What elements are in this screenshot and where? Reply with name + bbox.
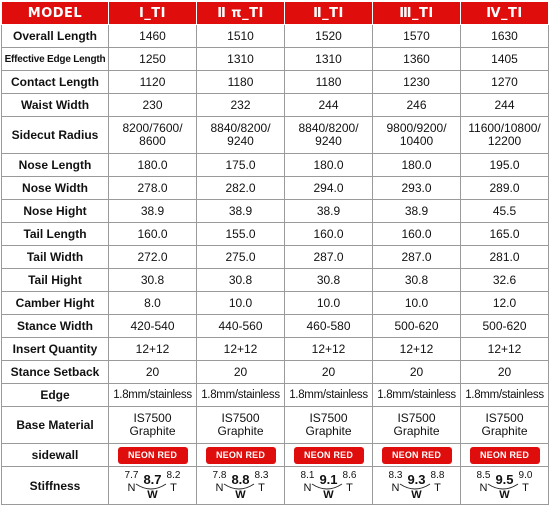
spec-cell: 30.8 [285, 269, 373, 292]
spec-row-nose-hight [2, 200, 549, 223]
spec-cell-line: Graphite [305, 424, 352, 438]
stiffness-gauge [461, 471, 548, 501]
row-label: Nose Hight [2, 200, 109, 223]
header-model-3: Ⅱ_TI [285, 2, 373, 25]
spec-cell: 272.0 [109, 246, 197, 269]
stiffness-value: 8.6 [342, 469, 357, 481]
spec-cell: 12+12 [109, 338, 197, 361]
spec-row-sidewall [2, 444, 549, 467]
spec-cell [461, 444, 549, 467]
spec-cell [285, 407, 373, 444]
spec-cell: 12+12 [285, 338, 373, 361]
spec-cell: 500-620 [461, 315, 549, 338]
spec-cell: 12+12 [461, 338, 549, 361]
spec-cell: 180.0 [285, 154, 373, 177]
spec-row-effective-edge-length [2, 48, 549, 71]
stiffness-letter: W [323, 488, 334, 501]
spec-cell: 1270 [461, 71, 549, 94]
stiffness-value: 8.8 [430, 469, 445, 481]
spec-cell: 195.0 [461, 154, 549, 177]
row-label: Nose Length [2, 154, 109, 177]
spec-cell-line: 8200/7600/ [122, 121, 183, 135]
sidewall-badge: NEON RED [470, 447, 540, 464]
stiffness-cell [461, 467, 549, 505]
spec-cell-line: 8600 [139, 134, 166, 148]
spec-cell: 20 [197, 361, 285, 384]
row-label: Stance Setback [2, 361, 109, 384]
stiffness-w [143, 471, 161, 501]
stiffness-cell [285, 467, 373, 505]
spec-cell-line: Graphite [129, 424, 176, 438]
spec-cell [109, 444, 197, 467]
spec-cell: 1180 [285, 71, 373, 94]
spec-cell: 287.0 [373, 246, 461, 269]
spec-cell: 232 [197, 94, 285, 117]
spec-cell: 38.9 [197, 200, 285, 223]
spec-cell-line: IS7500 [133, 411, 172, 425]
stiffness-w [495, 471, 513, 501]
spec-cell: 20 [373, 361, 461, 384]
spec-cell: 1.8mm/stainless [373, 384, 461, 407]
spec-cell: 246 [373, 94, 461, 117]
row-label: Insert Quantity [2, 338, 109, 361]
stiffness-value: 8.8 [231, 471, 250, 487]
row-label: Nose Width [2, 177, 109, 200]
row-label: sidewall [2, 444, 109, 467]
spec-cell: 180.0 [373, 154, 461, 177]
spec-cell: 1180 [197, 71, 285, 94]
spec-cell: 8.0 [109, 292, 197, 315]
stiffness-value: 8.5 [476, 469, 491, 481]
stiffness-letter: N [391, 481, 400, 494]
spec-cell: 38.9 [109, 200, 197, 223]
spec-cell: 160.0 [109, 223, 197, 246]
spec-cell: 282.0 [197, 177, 285, 200]
stiffness-value: 7.7 [124, 469, 139, 481]
spec-cell: 275.0 [197, 246, 285, 269]
spec-cell: 20 [109, 361, 197, 384]
spec-cell: 165.0 [461, 223, 549, 246]
spec-cell: 32.6 [461, 269, 549, 292]
spec-cell: 180.0 [109, 154, 197, 177]
stiffness-value: 7.8 [212, 469, 227, 481]
spec-cell-line: IS7500 [485, 411, 524, 425]
header-model-2: Ⅱ π_TI [197, 2, 285, 25]
spec-cell: 1.8mm/stainless [109, 384, 197, 407]
spec-cell: 30.8 [373, 269, 461, 292]
spec-cell: 30.8 [109, 269, 197, 292]
sidewall-badge: NEON RED [206, 447, 276, 464]
header-row [2, 2, 549, 25]
spec-row-stance-setback [2, 361, 549, 384]
row-label: Overall Length [2, 25, 109, 48]
spec-cell: 460-580 [285, 315, 373, 338]
spec-cell: 278.0 [109, 177, 197, 200]
stiffness-t [519, 471, 533, 494]
spec-row-tail-width [2, 246, 549, 269]
stiffness-letter: W [499, 488, 510, 501]
stiffness-gauge [197, 471, 284, 501]
spec-cell: 244 [285, 94, 373, 117]
spec-cell: 175.0 [197, 154, 285, 177]
header-model-5: Ⅳ_TI [461, 2, 549, 25]
stiffness-cell [109, 467, 197, 505]
row-label: Edge [2, 384, 109, 407]
spec-cell [109, 117, 197, 154]
stiffness-gauge [285, 471, 372, 501]
stiffness-letter: N [479, 481, 488, 494]
stiffness-letter: T [522, 481, 529, 494]
row-label: Stance Width [2, 315, 109, 338]
spec-row-contact-length [2, 71, 549, 94]
spec-cell-line: 10400 [399, 134, 434, 148]
stiffness-w [231, 471, 249, 501]
spec-cell: 20 [461, 361, 549, 384]
spec-row-insert-quantity [2, 338, 549, 361]
header-model-4: Ⅲ_TI [373, 2, 461, 25]
stiffness-value: 8.2 [166, 469, 181, 481]
spec-cell: 1250 [109, 48, 197, 71]
spec-cell: 1.8mm/stainless [461, 384, 549, 407]
spec-cell: 1.8mm/stainless [197, 384, 285, 407]
stiffness-value: 8.3 [388, 469, 403, 481]
spec-row-edge [2, 384, 549, 407]
row-label: Stiffness [2, 467, 109, 505]
row-label: Camber Hight [2, 292, 109, 315]
stiffness-letter: T [346, 481, 353, 494]
spec-cell: 20 [285, 361, 373, 384]
stiffness-arc-icon [399, 483, 431, 493]
spec-cell [197, 407, 285, 444]
spec-cell: 440-560 [197, 315, 285, 338]
spec-cell-line: 12200 [487, 134, 522, 148]
spec-cell-line: 8840/8200/ [298, 121, 359, 135]
spec-row-waist-width [2, 94, 549, 117]
stiffness-value: 9.5 [495, 471, 514, 487]
spec-cell: 500-620 [373, 315, 461, 338]
stiffness-gauge [109, 471, 196, 501]
spec-row-tail-hight [2, 269, 549, 292]
stiffness-letter: N [127, 481, 136, 494]
row-label: Tail Length [2, 223, 109, 246]
spec-cell-line: 11600/10800/ [468, 121, 541, 135]
spec-cell-line: 9240 [227, 134, 254, 148]
spec-cell [461, 407, 549, 444]
spec-cell: 1405 [461, 48, 549, 71]
spec-cell [285, 117, 373, 154]
spec-cell: 155.0 [197, 223, 285, 246]
stiffness-letter: N [303, 481, 312, 494]
stiffness-letter: W [235, 488, 246, 501]
stiffness-letter: N [215, 481, 224, 494]
spec-cell: 45.5 [461, 200, 549, 223]
spec-cell: 12+12 [197, 338, 285, 361]
spec-row-base-material [2, 407, 549, 444]
spec-cell: 160.0 [373, 223, 461, 246]
spec-cell [109, 407, 197, 444]
spec-cell-line: IS7500 [309, 411, 348, 425]
spec-cell: 12+12 [373, 338, 461, 361]
row-label: Base Material [2, 407, 109, 444]
stiffness-arc-icon [311, 483, 343, 493]
stiffness-value: 8.3 [254, 469, 269, 481]
spec-cell [197, 117, 285, 154]
spec-cell: 1310 [197, 48, 285, 71]
spec-row-nose-width [2, 177, 549, 200]
spec-cell: 10.0 [285, 292, 373, 315]
spec-cell: 420-540 [109, 315, 197, 338]
spec-cell: 1630 [461, 25, 549, 48]
spec-cell: 1120 [109, 71, 197, 94]
stiffness-arc-icon [223, 483, 255, 493]
stiffness-value: 9.0 [518, 469, 533, 481]
row-label: Tail Hight [2, 269, 109, 292]
spec-cell [461, 117, 549, 154]
spec-cell [285, 444, 373, 467]
spec-cell: 289.0 [461, 177, 549, 200]
spec-cell: 1460 [109, 25, 197, 48]
spec-cell: 1310 [285, 48, 373, 71]
spec-cell: 294.0 [285, 177, 373, 200]
header-model: MODEL [2, 2, 109, 25]
spec-cell [197, 444, 285, 467]
stiffness-arc-icon [135, 483, 167, 493]
stiffness-w [319, 471, 337, 501]
stiffness-value: 8.7 [143, 471, 162, 487]
spec-cell-line: IS7500 [397, 411, 436, 425]
spec-cell: 230 [109, 94, 197, 117]
spec-cell: 38.9 [285, 200, 373, 223]
stiffness-value: 9.3 [407, 471, 426, 487]
spec-cell: 1230 [373, 71, 461, 94]
stiffness-t [167, 471, 181, 494]
spec-row-tail-length [2, 223, 549, 246]
stiffness-letter: T [434, 481, 441, 494]
stiffness-letter: W [411, 488, 422, 501]
header-model-1: Ⅰ_TI [109, 2, 197, 25]
stiffness-cell [373, 467, 461, 505]
spec-row-stance-width [2, 315, 549, 338]
stiffness-t [255, 471, 269, 494]
spec-row-sidecut-radius [2, 117, 549, 154]
spec-cell: 1570 [373, 25, 461, 48]
spec-cell [373, 444, 461, 467]
stiffness-cell [197, 467, 285, 505]
spec-cell: 10.0 [373, 292, 461, 315]
spec-cell: 287.0 [285, 246, 373, 269]
row-label: Contact Length [2, 71, 109, 94]
stiffness-w [407, 471, 425, 501]
spec-cell-line: 9800/9200/ [386, 121, 447, 135]
spec-cell [373, 117, 461, 154]
spec-cell: 30.8 [197, 269, 285, 292]
spec-cell: 1.8mm/stainless [285, 384, 373, 407]
spec-cell: 293.0 [373, 177, 461, 200]
stiffness-value: 9.1 [319, 471, 338, 487]
spec-row-nose-length [2, 154, 549, 177]
spec-cell-line: 9240 [315, 134, 342, 148]
stiffness-letter: T [170, 481, 177, 494]
sidewall-badge: NEON RED [118, 447, 188, 464]
spec-cell: 1510 [197, 25, 285, 48]
stiffness-letter: T [258, 481, 265, 494]
row-label: Waist Width [2, 94, 109, 117]
spec-row-stiffness [2, 467, 549, 505]
spec-row-overall-length [2, 25, 549, 48]
spec-cell-line: Graphite [481, 424, 528, 438]
sidewall-badge: NEON RED [382, 447, 452, 464]
stiffness-t [343, 471, 357, 494]
spec-cell: 281.0 [461, 246, 549, 269]
spec-cell-line: 8840/8200/ [210, 121, 271, 135]
spec-cell: 10.0 [197, 292, 285, 315]
row-label: Sidecut Radius [2, 117, 109, 154]
spec-cell: 38.9 [373, 200, 461, 223]
stiffness-value: 8.1 [300, 469, 315, 481]
spec-cell: 244 [461, 94, 549, 117]
spec-row-camber-hight [2, 292, 549, 315]
stiffness-t [431, 471, 445, 494]
spec-cell-line: Graphite [217, 424, 264, 438]
spec-cell-line: Graphite [393, 424, 440, 438]
stiffness-arc-icon [487, 483, 519, 493]
stiffness-gauge [373, 471, 460, 501]
stiffness-letter: W [147, 488, 158, 501]
spec-cell-line: IS7500 [221, 411, 260, 425]
spec-cell: 12.0 [461, 292, 549, 315]
row-label: Effective Edge Length [2, 48, 109, 71]
spec-cell: 1360 [373, 48, 461, 71]
spec-cell [373, 407, 461, 444]
spec-cell: 1520 [285, 25, 373, 48]
spec-table [1, 1, 549, 505]
row-label: Tail Width [2, 246, 109, 269]
spec-cell: 160.0 [285, 223, 373, 246]
sidewall-badge: NEON RED [294, 447, 364, 464]
